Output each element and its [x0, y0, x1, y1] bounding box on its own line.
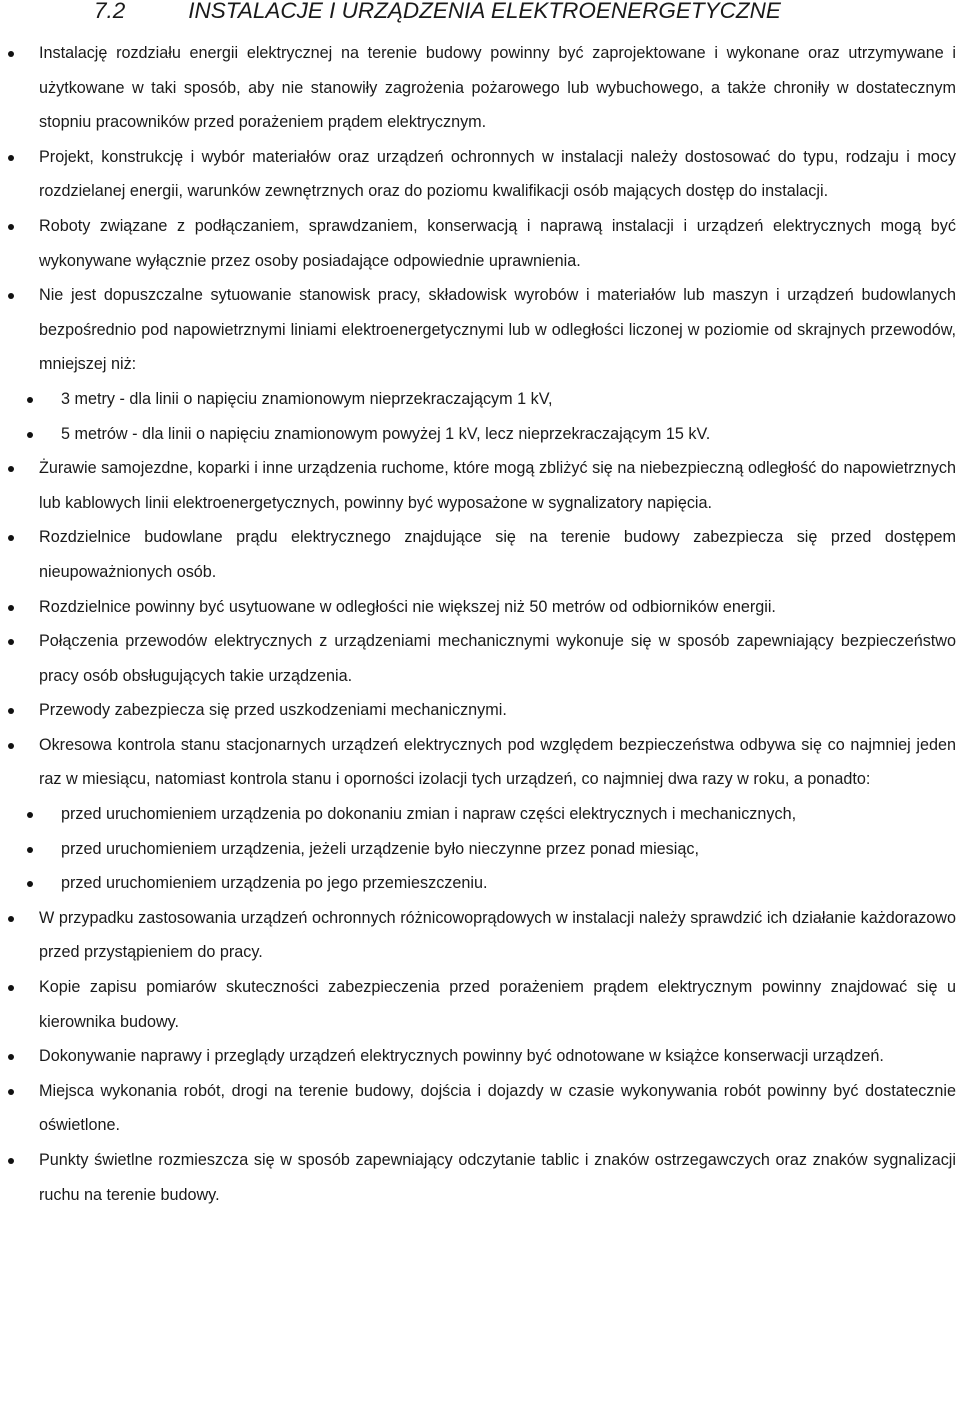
list-item-text: Nie jest dopuszczalne sytuowanie stanowisk pracy, składowisk wyrobów i materiałów lub maszyn i urządzeń budowlanych bezpośrednio pod napowietrznymi liniami elektroenergetycznymi lub w odległości liczonej w poziomie od skrajnych przewodów, mniejszej niż: [39, 286, 956, 374]
sub-list-item: przed uruchomieniem urządzenia, jeżeli urządzenie było nieczynne przez ponad miesiąc, [0, 832, 956, 867]
sub-list [0, 382, 956, 451]
section-number: 7.2 [94, 0, 126, 23]
sub-list-item: 5 metrów - dla linii o napięciu znamionowym powyżej 1 kV, lecz nieprzekraczającym 15 kV. [0, 417, 956, 452]
list-item: Dokonywanie naprawy i przeglądy urządzeń elektrycznych powinny być odnotowane w książce konserwacji urządzeń. [0, 1039, 958, 1074]
section-heading [0, 0, 958, 36]
list-item: Punkty świetlne rozmieszcza się w sposób zapewniający odczytanie tablic i znaków ostrzegawczych oraz znaków sygnalizacji ruchu na terenie budowy. [0, 1143, 958, 1212]
list-item: Połączenia przewodów elektrycznych z urządzeniami mechanicznymi wykonuje się w sposób zapewniający bezpieczeństwo pracy osób obsługujących takie urządzenia. [0, 624, 958, 693]
rules-list [0, 36, 958, 1212]
list-item: Rozdzielnice budowlane prądu elektrycznego znajdujące się na terenie budowy zabezpiecza się przed dostępem nieupoważnionych osób. [0, 520, 958, 589]
sub-list-item: przed uruchomieniem urządzenia po jego przemieszczeniu. [0, 866, 956, 901]
list-item: Miejsca wykonania robót, drogi na terenie budowy, dojścia i dojazdy w czasie wykonywania robót powinny być dostatecznie oświetlone. [0, 1074, 958, 1143]
list-item: W przypadku zastosowania urządzeń ochronnych różnicowoprądowych w instalacji należy sprawdzić ich działanie każdorazowo przed przystąpieniem do pracy. [0, 901, 958, 970]
section-title: INSTALACJE I URZĄDZENIA ELEKTROENERGETYCZNE [188, 0, 781, 23]
sub-list [0, 797, 956, 901]
sub-list-item: 3 metry - dla linii o napięciu znamionowym nieprzekraczającym 1 kV, [0, 382, 956, 417]
sub-list-item: przed uruchomieniem urządzenia po dokonaniu zmian i napraw części elektrycznych i mechanicznych, [0, 797, 956, 832]
list-item: Żurawie samojezdne, koparki i inne urządzenia ruchome, które mogą zbliżyć się na niebezpieczną odległość do napowietrznych lub kablowych linii elektroenergetycznych, powinny być wyposażone w sygnalizatory napięcia. [0, 451, 958, 520]
list-item: Projekt, konstrukcję i wybór materiałów oraz urządzeń ochronnych w instalacji należy dostosować do typu, rodzaju i mocy rozdzielanej energii, warunków zewnętrznych oraz do poziomu kwalifikacji osób mających dostęp do instalacji. [0, 140, 958, 209]
list-item: Kopie zapisu pomiarów skuteczności zabezpieczenia przed porażeniem prądem elektrycznym powinny znajdować się u kierownika budowy. [0, 970, 958, 1039]
list-item: Instalację rozdziału energii elektrycznej na terenie budowy powinny być zaprojektowane i wykonane oraz utrzymywane i użytkowane w taki sposób, aby nie stanowiły zagrożenia pożarowego lub wybuchowego, a także chroniły w dostatecznym stopniu pracowników przed porażeniem prądem elektrycznym. [0, 36, 958, 140]
list-item [0, 728, 958, 901]
list-item: Roboty związane z podłączaniem, sprawdzaniem, konserwacją i naprawą instalacji i urządzeń elektrycznych mogą być wykonywane wyłącznie przez osoby posiadające odpowiednie uprawnienia. [0, 209, 958, 278]
list-item: Przewody zabezpiecza się przed uszkodzeniami mechanicznymi. [0, 693, 958, 728]
list-item-text: Okresowa kontrola stanu stacjonarnych urządzeń elektrycznych pod względem bezpieczeństwa odbywa się co najmniej jeden raz w miesiącu, natomiast kontrola stanu i oporności izolacji tych urządzeń, co najmniej dwa razy w roku, a ponadto: [39, 735, 956, 789]
list-item: Rozdzielnice powinny być usytuowane w odległości nie większej niż 50 metrów od odbiorników energii. [0, 590, 958, 625]
list-item [0, 278, 958, 451]
